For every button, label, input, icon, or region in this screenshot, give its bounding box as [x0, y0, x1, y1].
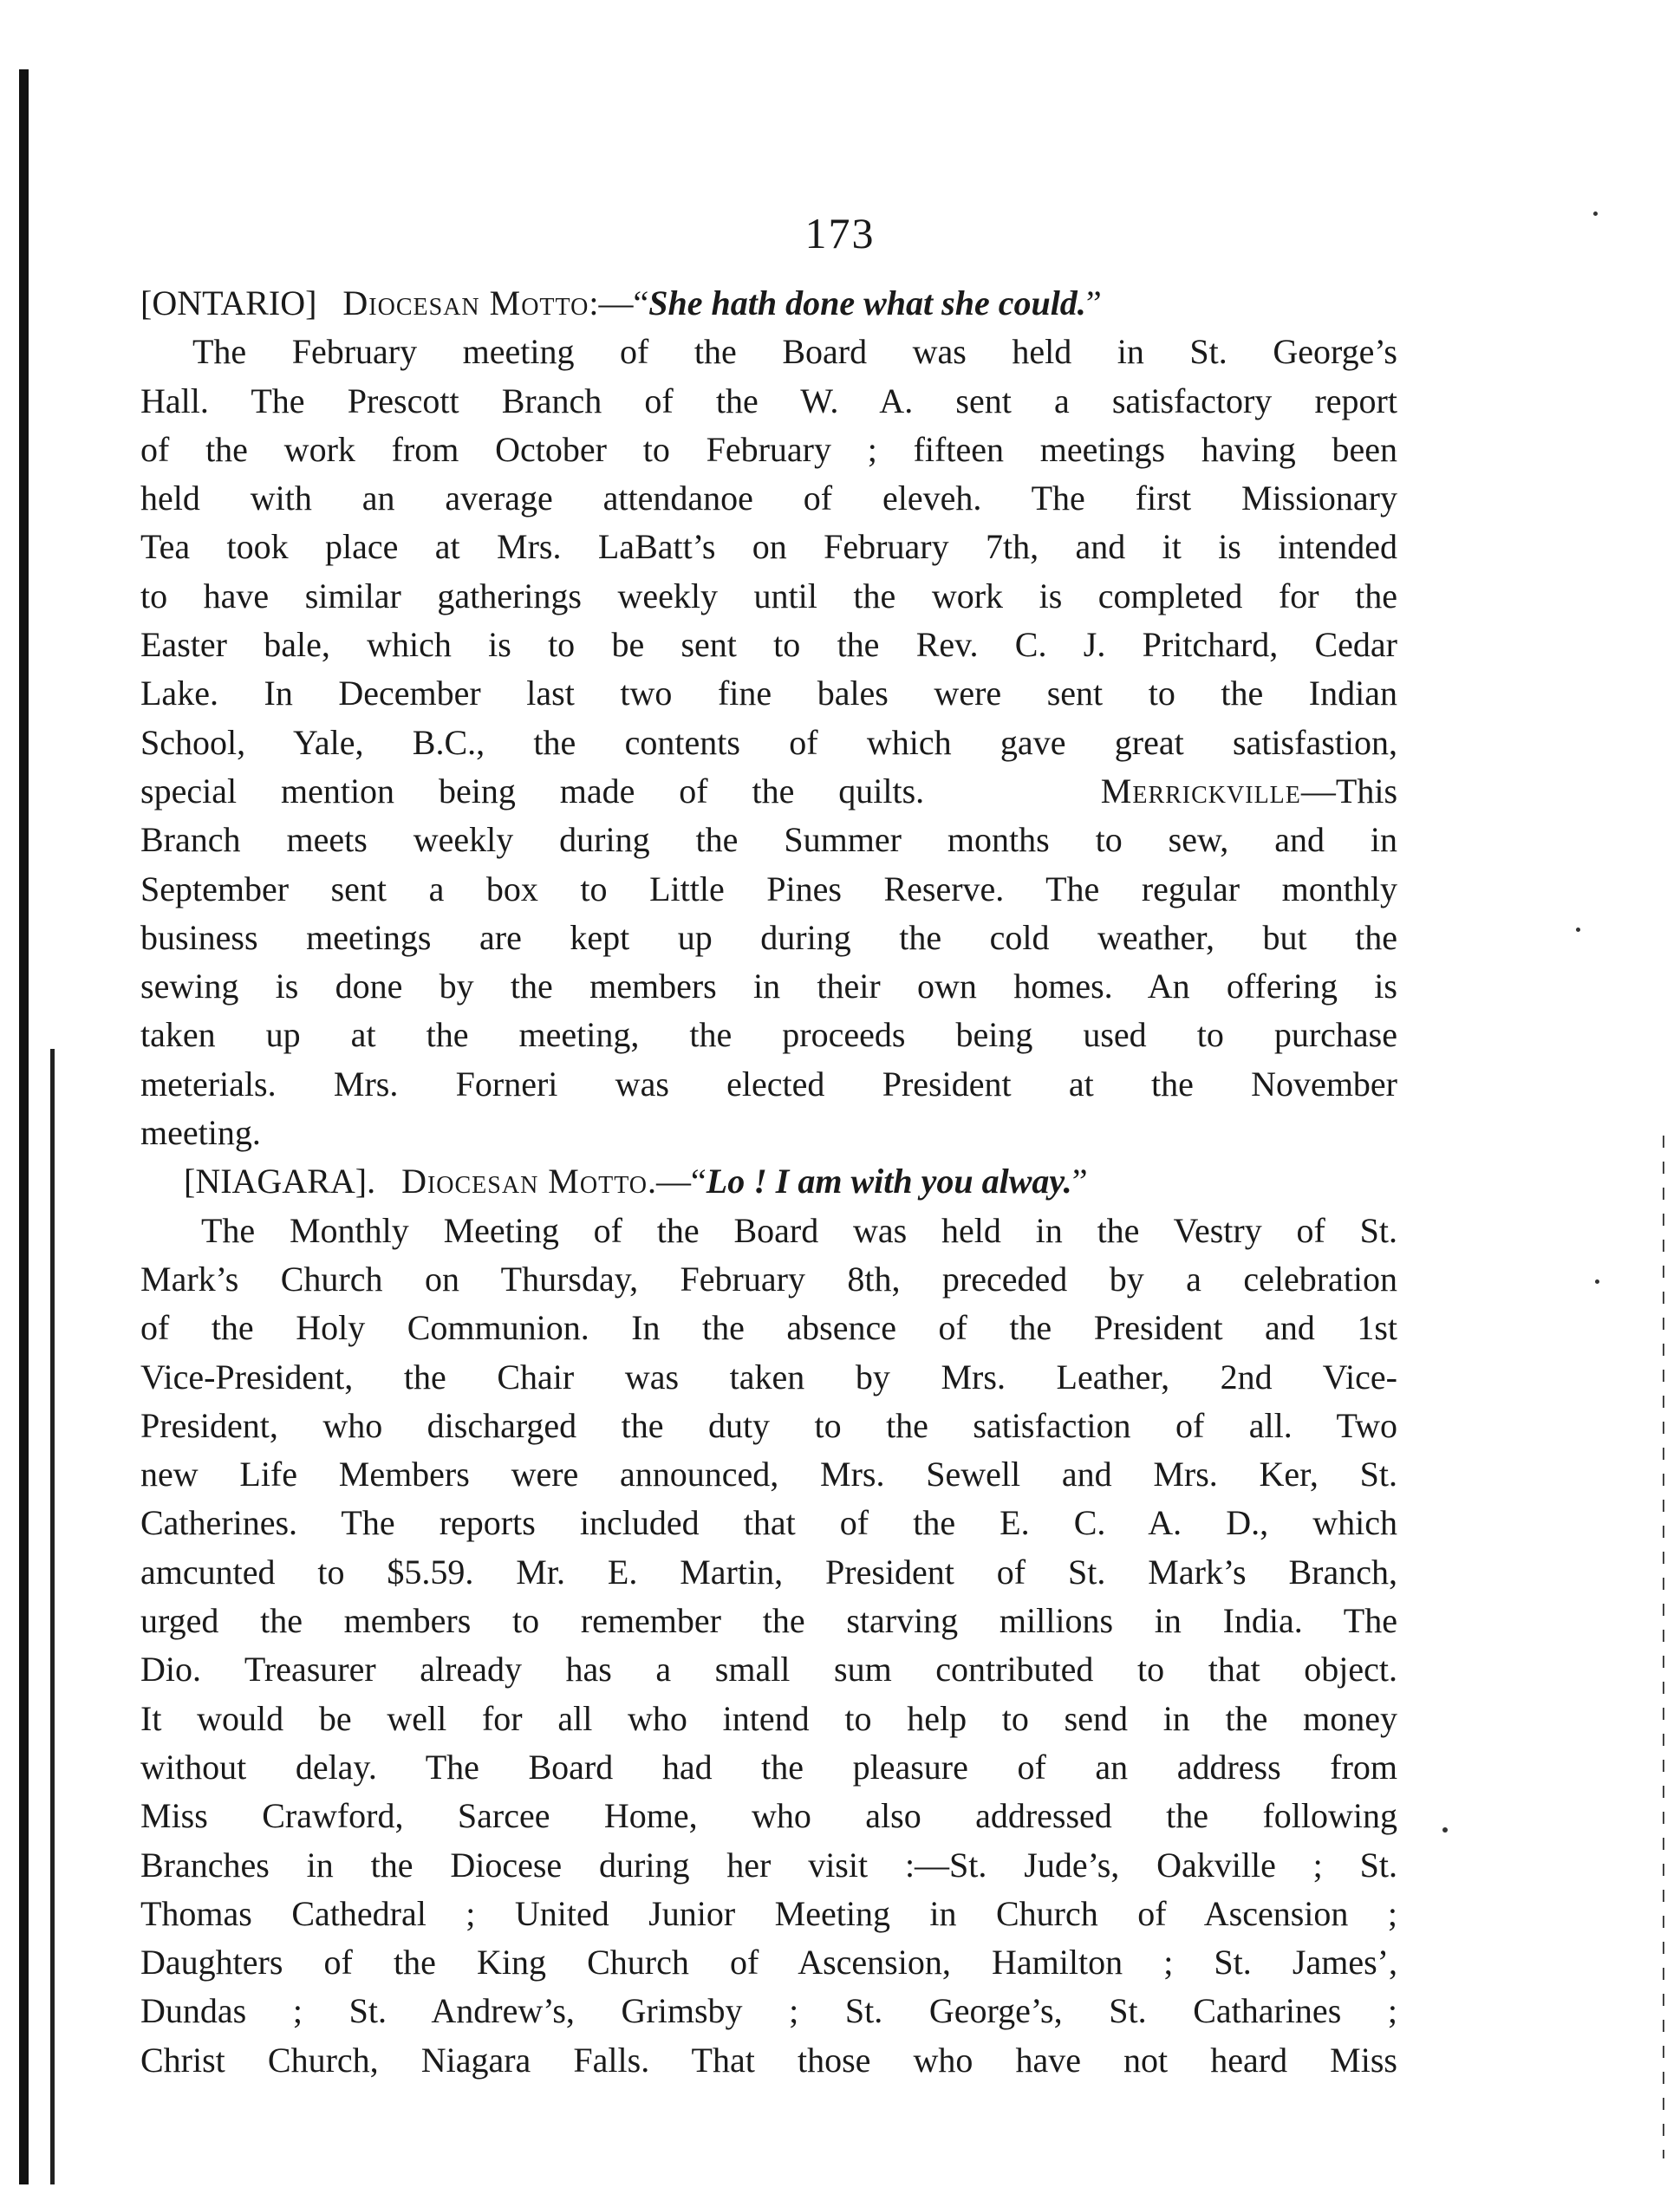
- text-line: of the work from October to February ; fifteen meetings having been: [140, 429, 1397, 469]
- text-line: taken up at the meeting, the proceeds being used to purchase: [140, 1015, 1397, 1055]
- text-line: business meetings are kept up during the cold weather, but the: [140, 917, 1397, 957]
- text-line: urged the members to remember the starving millions in India. The: [140, 1601, 1397, 1641]
- section-heading-niagara: [140, 1157, 1397, 1206]
- motto-text: She hath done what she could.: [648, 283, 1086, 322]
- motto-separator: :—“: [589, 283, 649, 322]
- text-line: September sent a box to Little Pines Reserve. The regular monthly: [140, 869, 1397, 908]
- text-line: Catherines. The reports included that of the E. C. A. D., which: [140, 1503, 1397, 1543]
- text-line: Dundas ; St. Andrew’s, Grimsby ; St. George’s, St. Catharines ;: [140, 1991, 1397, 2031]
- text-line: School, Yale, B.C., the contents of which gave great satisfastion,: [140, 722, 1397, 762]
- motto-close-quote: ”: [1085, 283, 1102, 322]
- motto-label: Diocesan Motto: [342, 283, 589, 322]
- diocese-name: [NIAGARA].: [184, 1162, 376, 1201]
- scan-binding-edge-inner: [50, 1049, 55, 2184]
- text-line: Easter bale, which is to be sent to the Rev. C. J. Pritchard, Cedar: [140, 625, 1397, 665]
- text-line: new Life Members were announced, Mrs. Sewell and Mrs. Ker, St.: [140, 1455, 1397, 1494]
- motto-close-quote: ”: [1071, 1162, 1088, 1201]
- text-line: meterials. Mrs. Forneri was elected President at the November: [140, 1064, 1397, 1104]
- text-line: held with an average attendanoe of eleveh. The first Missionary: [140, 479, 1397, 518]
- text-line: of the Holy Communion. In the absence of the President and 1st: [140, 1308, 1397, 1348]
- text-line: President, who discharged the duty to the satisfaction of all. Two: [140, 1405, 1397, 1445]
- text-line: sewing is done by the members in their own homes. An offering is: [140, 967, 1397, 1006]
- text-line: [140, 767, 1397, 816]
- text-line: The Monthly Meeting of the Board was held in the Vestry of St.: [201, 1210, 1397, 1250]
- text-line: Daughters of the King Church of Ascension, Hamilton ; St. James’,: [140, 1943, 1397, 1982]
- diocese-name: [ONTARIO]: [140, 283, 317, 322]
- text-line: Christ Church, Niagara Falls. That those who have not heard Miss: [140, 2040, 1397, 2080]
- text-line: amcunted to $5.59. Mr. E. Martin, President of St. Mark’s Branch,: [140, 1552, 1397, 1592]
- scan-right-edge: [1663, 1136, 1664, 2158]
- text-line: It would be well for all who intend to help to send in the money: [140, 1698, 1397, 1738]
- page-number: 173: [804, 209, 876, 257]
- text-line: The February meeting of the Board was held in St. George’s: [192, 332, 1397, 372]
- text-line: without delay. The Board had the pleasure of an address from: [140, 1747, 1397, 1787]
- text-line: Tea took place at Mrs. LaBatt’s on February 7th, and it is intended: [140, 527, 1397, 567]
- text-line: meeting.: [140, 1113, 261, 1153]
- text-span: special mention being made of the quilts.: [140, 771, 925, 811]
- scan-speck: [1595, 1279, 1599, 1284]
- text-line: Thomas Cathedral ; United Junior Meeting in Church of Ascension ;: [140, 1893, 1397, 1933]
- text-span: —This: [1300, 771, 1397, 811]
- motto-text: Lo ! I am with you alway.: [706, 1162, 1072, 1201]
- text-line: Branch meets weekly during the Summer months to sew, and in: [140, 820, 1397, 860]
- text-line: Hall. The Prescott Branch of the W. A. sent a satisfactory report: [140, 381, 1397, 420]
- text-line: to have similar gatherings weekly until the work is completed for the: [140, 576, 1397, 615]
- text-line: Mark’s Church on Thursday, February 8th, preceded by a celebration: [140, 1259, 1397, 1299]
- scan-speck: [1576, 928, 1580, 932]
- scan-speck: [1442, 1827, 1448, 1833]
- scan-binding-edge: [19, 69, 29, 2184]
- motto-label: Diocesan Motto: [401, 1162, 648, 1201]
- text-line: Vice-President, the Chair was taken by Mrs. Leather, 2nd Vice-: [140, 1357, 1397, 1396]
- page-body: [140, 279, 1397, 2085]
- text-line: Branches in the Diocese during her visit :—St. Jude’s, Oakville ; St.: [140, 1845, 1397, 1885]
- text-line: Miss Crawford, Sarcee Home, who also addressed the following: [140, 1796, 1397, 1836]
- branch-name: Merrickville: [1100, 771, 1301, 811]
- text-line: Lake. In December last two fine bales were sent to the Indian: [140, 674, 1397, 713]
- section-heading-ontario: [140, 279, 1397, 328]
- motto-separator: .—“: [648, 1162, 707, 1201]
- text-line: Dio. Treasurer already has a small sum contributed to that object.: [140, 1650, 1397, 1689]
